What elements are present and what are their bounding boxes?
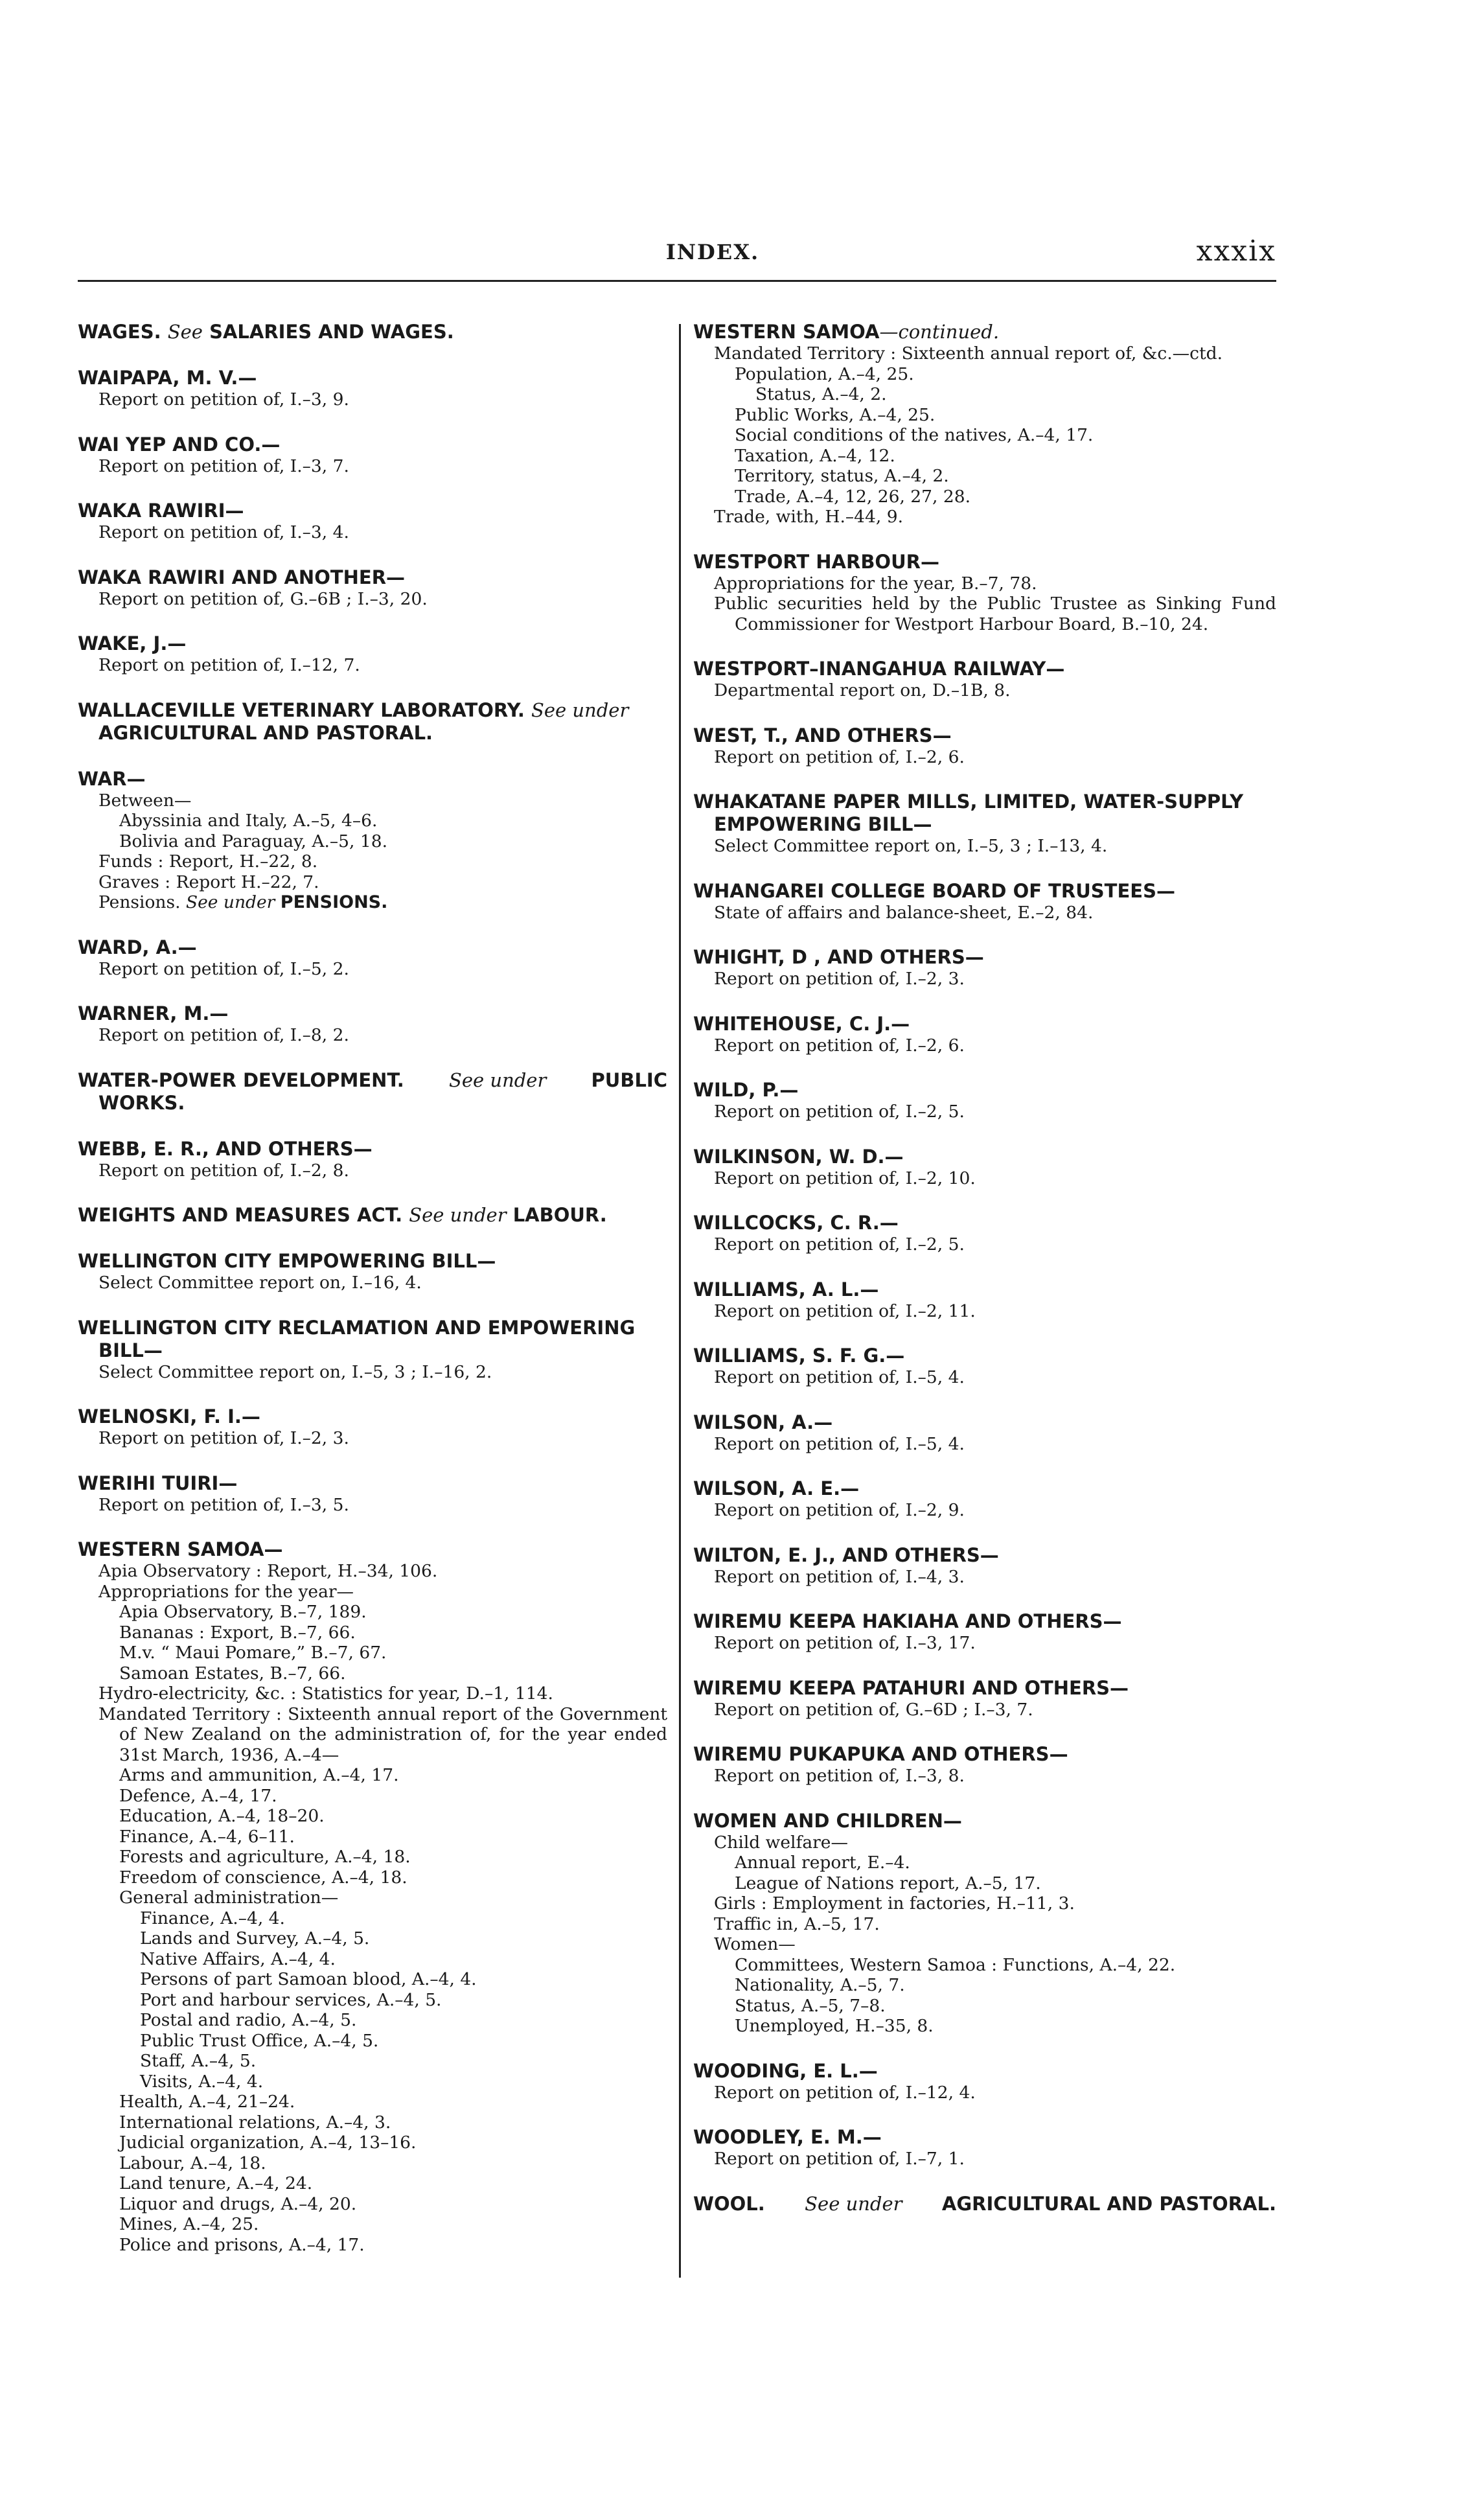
index-entry (78, 632, 667, 676)
entry-line: Port and harbour services, A.–4, 5. (140, 1989, 442, 2010)
index-entry (78, 367, 667, 410)
entry-line: Report on petition of, I.–5, 4. (714, 1367, 965, 1387)
entry-line: Judicial organization, A.–4, 13–16. (119, 2133, 417, 2153)
entry-line: Trade, A.–4, 12, 26, 27, 28. (735, 486, 970, 507)
index-entry (693, 791, 1276, 857)
entry-line: Child welfare— (714, 1832, 848, 1853)
entry-line: Unemployed, H.–35, 8. (735, 2016, 934, 2036)
entry-line: Select Committee report on, I.–5, 3 ; I.–13, 4. (714, 836, 1108, 856)
entry-line: Report on petition of, I.–7, 1. (714, 2149, 965, 2169)
index-entry (78, 321, 667, 343)
entry-line: Report on petition of, I.–3, 4. (98, 522, 349, 542)
entry-line: Report on petition of, I.–3, 9. (98, 389, 349, 410)
index-entry-western-samoa (78, 1538, 667, 2255)
index-entry (693, 2193, 1276, 2215)
entry-line: Report on petition of, I.–2, 10. (714, 1168, 976, 1188)
entry-heading: WOODLEY, E. M.— (693, 2126, 882, 2148)
index-entry (693, 1212, 1276, 1255)
index-entry (78, 936, 667, 980)
entry-lines (693, 343, 1276, 527)
entry-line: Mandated Territory : Sixteenth annual report of, &c.—ctd. (714, 343, 1223, 364)
entry-heading: WAKE, J.— (78, 632, 187, 654)
entry-line: Report on petition of, I.–2, 11. (714, 1300, 976, 1321)
entry-line: Report on petition of, I.–2, 8. (98, 1160, 349, 1181)
entry-line: Status, A.–4, 2. (755, 384, 887, 404)
entry-line: Samoan Estates, B.–7, 66. (119, 1663, 346, 1683)
index-entry (693, 1677, 1276, 1720)
index-entry (693, 658, 1276, 701)
index-entry (693, 1411, 1276, 1455)
entry-heading: WILLCOCKS, C. R.— (693, 1212, 899, 1234)
index-entry (693, 1477, 1276, 1521)
entry-line: Report on petition of, I.–2, 5. (714, 1102, 965, 1122)
index-entry-women-children (693, 1810, 1276, 2037)
entry-heading: WILSON, A. E.— (693, 1477, 860, 1499)
entry-line: Report on petition of, I.–4, 3. (714, 1566, 965, 1587)
entry-heading: WIREMU KEEPA PATAHURI AND OTHERS— (693, 1676, 1129, 1699)
index-entry (78, 1250, 667, 1293)
page-number: xxxix (1196, 235, 1276, 268)
entry-heading: WIREMU KEEPA HAKIAHA AND OTHERS— (693, 1610, 1122, 1632)
entry-line: Report on petition of, I.–2, 6. (714, 1035, 965, 1056)
entry-line: Lands and Survey, A.–4, 5. (140, 1928, 370, 1948)
index-entry (78, 1069, 667, 1115)
entry-line: Report on petition of, I.–5, 4. (714, 1433, 965, 1454)
entry-heading: WHAKATANE PAPER MILLS, LIMITED, WATER-SUPPLY (693, 791, 1244, 813)
index-entry (78, 1405, 667, 1449)
index-entry (78, 1138, 667, 1181)
entry-line: Women— (714, 1934, 796, 1954)
entry-line: Finance, A.–4, 6–11. (119, 1826, 295, 1847)
entry-line: Committees, Western Samoa : Functions, A.–4, 22. (735, 1954, 1176, 1975)
entry-line: Defence, A.–4, 17. (119, 1785, 277, 1806)
entry-line: Report on petition of, G.–6D ; I.–3, 7. (714, 1699, 1033, 1720)
entry-heading: WIREMU PUKAPUKA AND OTHERS— (693, 1743, 1068, 1765)
index-entry-western-samoa-continued (693, 321, 1276, 527)
entry-heading: WARNER, M.— (78, 1002, 229, 1024)
index-entry (693, 2060, 1276, 2103)
entry-heading: WILD, P.— (693, 1079, 799, 1101)
entry-line: Report on petition of, I.–12, 4. (714, 2082, 976, 2103)
entry-heading: WESTERN SAMOA—continued. (693, 321, 1000, 343)
entry-heading: WHITEHOUSE, C. J.— (693, 1012, 910, 1035)
entry-heading: WESTPORT–INANGAHUA RAILWAY— (693, 658, 1065, 680)
left-column (78, 321, 667, 2278)
entry-line: Select Committee report on, I.–16, 4. (98, 1273, 422, 1293)
index-entry (693, 1743, 1276, 1786)
entry-line: Girls : Employment in factories, H.–11, 3. (714, 1893, 1075, 1913)
entry-heading: WALLACEVILLE VETERINARY LABORATORY. See under (78, 699, 629, 721)
entry-heading: WEST, T., AND OTHERS— (693, 724, 952, 746)
entry-line: Report on petition of, I.–2, 6. (714, 746, 965, 767)
entry-line: Traffic in, A.–5, 17. (714, 1913, 880, 1934)
entry-line: Labour, A.–4, 18. (119, 2153, 266, 2173)
index-entry (693, 1278, 1276, 1322)
index-entry (693, 1544, 1276, 1588)
entry-line: Report on petition of, I.–5, 2. (98, 958, 349, 979)
entry-line: Persons of part Samoan blood, A.–4, 4. (140, 1969, 477, 1989)
entry-heading: WOMEN AND CHILDREN— (693, 1809, 962, 1832)
entry-line: Population, A.–4, 25. (735, 364, 914, 384)
entry-line: Bananas : Export, B.–7, 66. (119, 1622, 356, 1643)
index-entry (78, 433, 667, 477)
entry-heading: WILKINSON, W. D.— (693, 1145, 904, 1168)
entry-line: Report on petition of, G.–6B ; I.–3, 20. (98, 588, 428, 609)
entry-line: Abyssinia and Italy, A.–5, 4–6. (119, 811, 378, 831)
entry-line: Report on petition of, I.–3, 17. (714, 1633, 976, 1653)
entry-line: Report on petition of, I.–3, 5. (98, 1494, 349, 1515)
index-entry (78, 1472, 667, 1516)
entry-line: Land tenure, A.–4, 24. (119, 2173, 313, 2193)
entry-line: Public securities held by the Public Trustee as Sinking Fund Commissioner for Westport Harbour Board, B.–10, 24. (714, 594, 1276, 634)
entry-heading-cont: AGRICULTURAL AND PASTORAL. (98, 721, 433, 744)
entry-line: Report on petition of, I.–2, 5. (714, 1234, 965, 1254)
header-rule (78, 280, 1276, 282)
entry-line: Report on petition of, I.–12, 7. (98, 655, 360, 675)
entry-line: Bolivia and Paraguay, A.–5, 18. (119, 831, 387, 851)
index-entry (78, 699, 667, 745)
entry-line: Annual report, E.–4. (735, 1853, 910, 1873)
entry-heading: WHIGHT, D , AND OTHERS— (693, 946, 984, 968)
page-header (78, 235, 1276, 285)
entry-line: Nationality, A.–5, 7. (735, 1975, 905, 1995)
entry-heading: WERIHI TUIRI— (78, 1472, 238, 1494)
entry-heading: WESTERN SAMOA— (78, 1538, 283, 1560)
entry-line: Visits, A.–4, 4. (140, 2071, 264, 2092)
entry-line: Police and prisons, A.–4, 17. (119, 2234, 365, 2255)
entry-line: Graves : Report H.–22, 7. (98, 872, 319, 892)
entry-line: Select Committee report on, I.–5, 3 ; I.–16, 2. (98, 1361, 492, 1382)
entry-heading: WILLIAMS, A. L.— (693, 1278, 879, 1300)
entry-heading: WELNOSKI, F. I.— (78, 1405, 260, 1428)
index-entry (78, 1317, 667, 1383)
index-entry (78, 500, 667, 543)
entry-heading: WAKA RAWIRI— (78, 500, 244, 522)
entry-line: Mines, A.–4, 25. (119, 2214, 259, 2234)
index-entry (78, 1204, 667, 1227)
entry-heading: WELLINGTON CITY EMPOWERING BILL— (78, 1250, 496, 1272)
entry-line: Health, A.–4, 21–24. (119, 2092, 295, 2112)
index-entry (693, 1345, 1276, 1388)
index-entry (693, 1610, 1276, 1654)
entry-line: Status, A.–5, 7–8. (735, 1995, 886, 2016)
entry-line: Staff, A.–4, 5. (140, 2051, 257, 2071)
entry-heading: WARD, A.— (78, 936, 197, 958)
entry-line: Appropriations for the year, B.–7, 78. (714, 573, 1037, 594)
entry-heading: WILSON, A.— (693, 1411, 833, 1433)
entry-lines (78, 1561, 667, 2255)
entry-line: Native Affairs, A.–4, 4. (140, 1948, 336, 1969)
entry-heading: WILTON, E. J., AND OTHERS— (693, 1543, 999, 1566)
entry-line: Territory, status, A.–4, 2. (735, 466, 949, 486)
entry-heading: WOOL. See under AGRICULTURAL AND PASTORAL. (693, 2192, 1276, 2215)
entry-line: Report on petition of, I.–3, 7. (98, 456, 349, 476)
entry-line: M.v. “ Maui Pomare,” B.–7, 67. (119, 1643, 387, 1663)
entry-line: Arms and ammunition, A.–4, 17. (119, 1765, 399, 1785)
entry-heading: WHANGAREI COLLEGE BOARD OF TRUSTEES— (693, 879, 1175, 902)
entry-heading: WAIPAPA, M. V.— (78, 367, 257, 389)
entry-line: Report on petition of, I.–2, 3. (98, 1428, 349, 1448)
entry-heading: WAI YEP AND CO.— (78, 433, 281, 456)
entry-line: Public Works, A.–4, 25. (735, 404, 936, 425)
entry-line: Report on petition of, I.–2, 3. (714, 969, 965, 989)
entry-line: Freedom of conscience, A.–4, 18. (119, 1867, 408, 1888)
index-entry (78, 1002, 667, 1046)
index-entry (693, 1013, 1276, 1056)
entry-heading: WESTPORT HARBOUR— (693, 550, 939, 573)
entry-lines (693, 1832, 1276, 2037)
entry-heading: WEIGHTS AND MEASURES ACT. See under LABOUR. (78, 1204, 607, 1226)
entry-line: General administration— (119, 1888, 339, 1908)
entry-line: Liquor and drugs, A.–4, 20. (119, 2193, 357, 2214)
entry-heading: WELLINGTON CITY RECLAMATION AND EMPOWERING (78, 1316, 636, 1339)
entry-heading-cont: BILL— (98, 1339, 163, 1361)
entry-line: Apia Observatory, B.–7, 189. (119, 1602, 367, 1622)
index-entry (693, 2126, 1276, 2169)
entry-line: Social conditions of the natives, A.–4, 17. (735, 425, 1094, 445)
column-divider (679, 324, 681, 2278)
entry-heading: WEBB, E. R., AND OTHERS— (78, 1137, 373, 1160)
entry-line: Report on petition of, I.–3, 8. (714, 1766, 965, 1786)
index-entry (78, 768, 667, 913)
index-entry (693, 724, 1276, 768)
entry-heading: WAR— (78, 767, 146, 790)
entry-line: Appropriations for the year— (98, 1581, 354, 1602)
entry-line: Education, A.–4, 18–20. (119, 1806, 325, 1826)
entry-line: Departmental report on, D.–1B, 8. (714, 680, 1011, 700)
entry-line: Report on petition of, I.–2, 9. (714, 1500, 965, 1520)
right-column (693, 321, 1276, 2239)
entry-line: Public Trust Office, A.–4, 5. (140, 2030, 379, 2051)
page-title: INDEX. (665, 240, 760, 264)
index-entry (693, 1079, 1276, 1122)
entry-line: Pensions. See under PENSIONS. (98, 892, 388, 912)
entry-heading: WAGES. See SALARIES AND WAGES. (78, 321, 454, 343)
index-entry (693, 946, 1276, 989)
entry-line: Hydro-electricity, &c. : Statistics for year, D.–1, 114. (98, 1683, 553, 1704)
entry-heading: WOODING, E. L.— (693, 2059, 878, 2082)
entry-heading: WATER-POWER DEVELOPMENT. See under PUBLIC (78, 1069, 667, 1091)
entry-line: Taxation, A.–4, 12. (735, 445, 895, 466)
index-entry (693, 1146, 1276, 1189)
entry-line: Trade, with, H.–44, 9. (714, 507, 903, 527)
entry-heading-cont: EMPOWERING BILL— (714, 813, 932, 835)
index-entry (693, 880, 1276, 923)
entry-line: League of Nations report, A.–5, 17. (735, 1873, 1041, 1893)
entry-heading: WILLIAMS, S. F. G.— (693, 1345, 905, 1367)
entry-line: Funds : Report, H.–22, 8. (98, 851, 318, 872)
entry-line: Report on petition of, I.–8, 2. (98, 1025, 349, 1045)
index-entry (78, 566, 667, 610)
entry-line: Postal and radio, A.–4, 5. (140, 2010, 357, 2030)
entry-line: International relations, A.–4, 3. (119, 2112, 391, 2133)
entry-line: State of affairs and balance-sheet, E.–2, 84. (714, 902, 1094, 923)
entry-line: Apia Observatory : Report, H.–34, 106. (98, 1561, 438, 1581)
entry-line: Finance, A.–4, 4. (140, 1908, 285, 1928)
entry-line: Mandated Territory : Sixteenth annual report of the Government of New Zealand on the administration of, for the year ended 31st March, 1936, A.–4— (98, 1704, 667, 1765)
entry-heading-cont: WORKS. (98, 1091, 185, 1114)
entry-heading: WAKA RAWIRI AND ANOTHER— (78, 566, 406, 588)
entry-line: Forests and agriculture, A.–4, 18. (119, 1847, 411, 1867)
entry-line: Between— (98, 790, 192, 811)
index-entry (693, 551, 1276, 635)
